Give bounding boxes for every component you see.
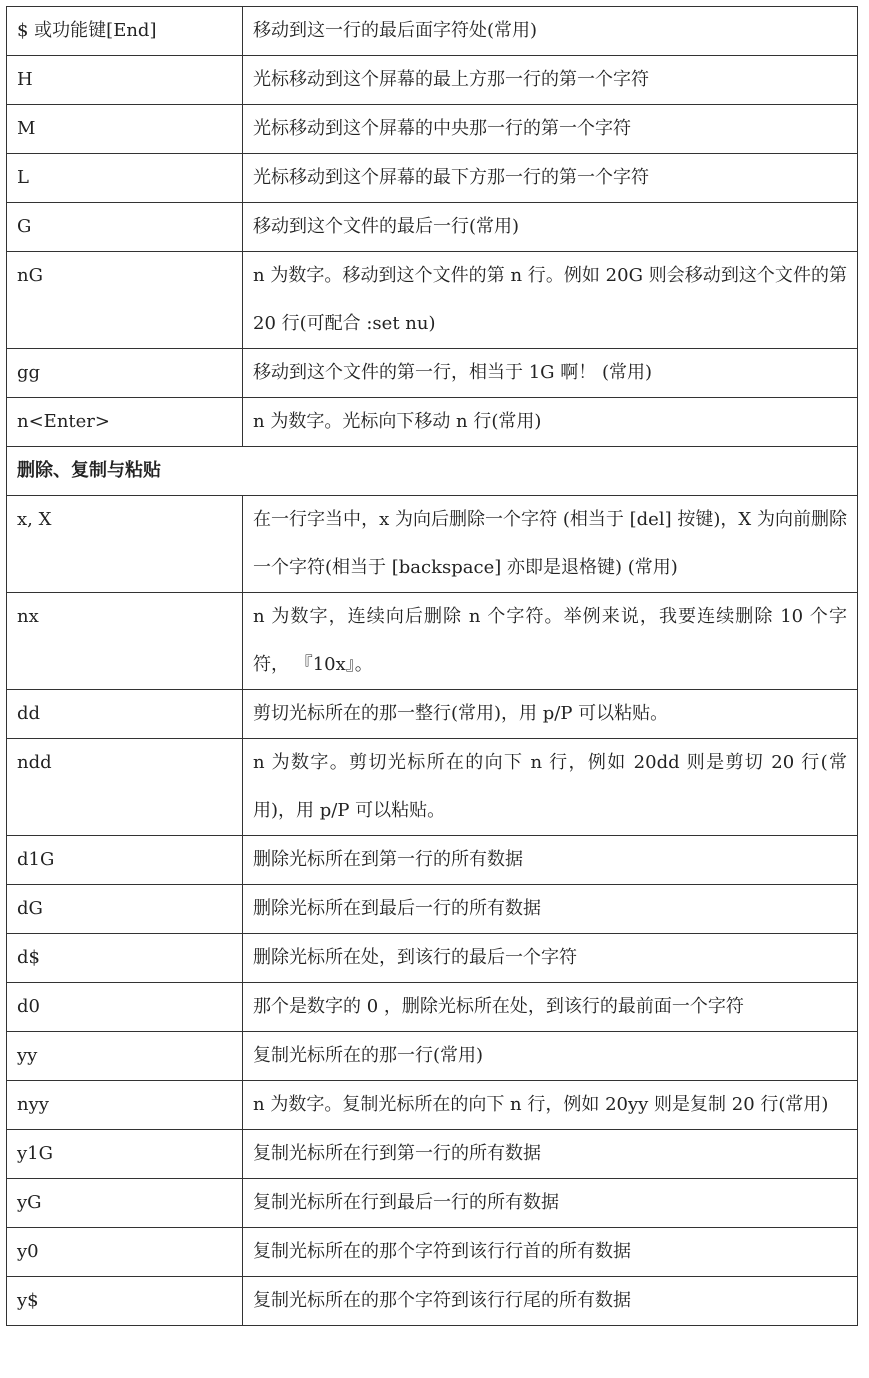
table-row — [7, 1277, 858, 1326]
table-row — [7, 1228, 858, 1277]
command-cell: gg — [7, 349, 243, 398]
table-row — [7, 56, 858, 105]
table-row — [7, 885, 858, 934]
command-cell: y$ — [7, 1277, 243, 1326]
table-row — [7, 105, 858, 154]
description-cell: 复制光标所在的那一行(常用) — [243, 1032, 858, 1081]
command-cell: y0 — [7, 1228, 243, 1277]
command-cell: G — [7, 203, 243, 252]
table-row — [7, 252, 858, 349]
table-row — [7, 593, 858, 690]
description-cell: 删除光标所在到第一行的所有数据 — [243, 836, 858, 885]
command-cell: d1G — [7, 836, 243, 885]
table-row — [7, 1179, 858, 1228]
description-cell: 在一行字当中，x 为向后删除一个字符 (相当于 [del] 按键)，X 为向前删除一个字符(相当于 [backspace] 亦即是退格键) (常用) — [243, 496, 858, 593]
command-cell: dd — [7, 690, 243, 739]
table-row — [7, 1081, 858, 1130]
command-cell: L — [7, 154, 243, 203]
table-row — [7, 1032, 858, 1081]
command-cell: x, X — [7, 496, 243, 593]
table-row — [7, 398, 858, 447]
command-cell: nyy — [7, 1081, 243, 1130]
command-cell: n<Enter> — [7, 398, 243, 447]
table-row — [7, 1130, 858, 1179]
description-cell: 光标移动到这个屏幕的最下方那一行的第一个字符 — [243, 154, 858, 203]
description-cell: n 为数字。剪切光标所在的向下 n 行，例如 20dd 则是剪切 20 行(常用)，用 p/P 可以粘贴。 — [243, 739, 858, 836]
table-row — [7, 983, 858, 1032]
table-row — [7, 934, 858, 983]
description-cell: 光标移动到这个屏幕的中央那一行的第一个字符 — [243, 105, 858, 154]
description-cell: 复制光标所在的那个字符到该行行首的所有数据 — [243, 1228, 858, 1277]
command-cell: d0 — [7, 983, 243, 1032]
description-cell: n 为数字。移动到这个文件的第 n 行。例如 20G 则会移动到这个文件的第 20 行(可配合 :set nu) — [243, 252, 858, 349]
description-cell: 删除光标所在处，到该行的最后一个字符 — [243, 934, 858, 983]
description-cell: 剪切光标所在的那一整行(常用)，用 p/P 可以粘贴。 — [243, 690, 858, 739]
vim-command-table-body — [7, 7, 858, 1326]
description-cell: 删除光标所在到最后一行的所有数据 — [243, 885, 858, 934]
command-cell: H — [7, 56, 243, 105]
table-row — [7, 690, 858, 739]
table-row — [7, 349, 858, 398]
command-cell: dG — [7, 885, 243, 934]
description-cell: 移动到这一行的最后面字符处(常用) — [243, 7, 858, 56]
section-heading-row — [7, 447, 858, 496]
command-cell: ndd — [7, 739, 243, 836]
command-cell: yy — [7, 1032, 243, 1081]
command-cell: nG — [7, 252, 243, 349]
description-cell: n 为数字。光标向下移动 n 行(常用) — [243, 398, 858, 447]
command-cell: nx — [7, 593, 243, 690]
table-row — [7, 154, 858, 203]
section-heading: 删除、复制与粘贴 — [7, 447, 858, 496]
table-row — [7, 836, 858, 885]
description-cell: n 为数字。复制光标所在的向下 n 行，例如 20yy 则是复制 20 行(常用) — [243, 1081, 858, 1130]
table-row — [7, 7, 858, 56]
table-row — [7, 739, 858, 836]
description-cell: 复制光标所在的那个字符到该行行尾的所有数据 — [243, 1277, 858, 1326]
description-cell: n 为数字，连续向后删除 n 个字符。举例来说，我要连续删除 10 个字符， 『10x』。 — [243, 593, 858, 690]
description-cell: 那个是数字的 0 ，删除光标所在处，到该行的最前面一个字符 — [243, 983, 858, 1032]
description-cell: 移动到这个文件的最后一行(常用) — [243, 203, 858, 252]
command-cell: $ 或功能键[End] — [7, 7, 243, 56]
description-cell: 移动到这个文件的第一行，相当于 1G 啊！ (常用) — [243, 349, 858, 398]
command-cell: yG — [7, 1179, 243, 1228]
command-cell: M — [7, 105, 243, 154]
description-cell: 复制光标所在行到第一行的所有数据 — [243, 1130, 858, 1179]
table-row — [7, 496, 858, 593]
description-cell: 光标移动到这个屏幕的最上方那一行的第一个字符 — [243, 56, 858, 105]
table-row — [7, 203, 858, 252]
vim-command-table — [6, 6, 858, 1326]
command-cell: d$ — [7, 934, 243, 983]
description-cell: 复制光标所在行到最后一行的所有数据 — [243, 1179, 858, 1228]
command-cell: y1G — [7, 1130, 243, 1179]
